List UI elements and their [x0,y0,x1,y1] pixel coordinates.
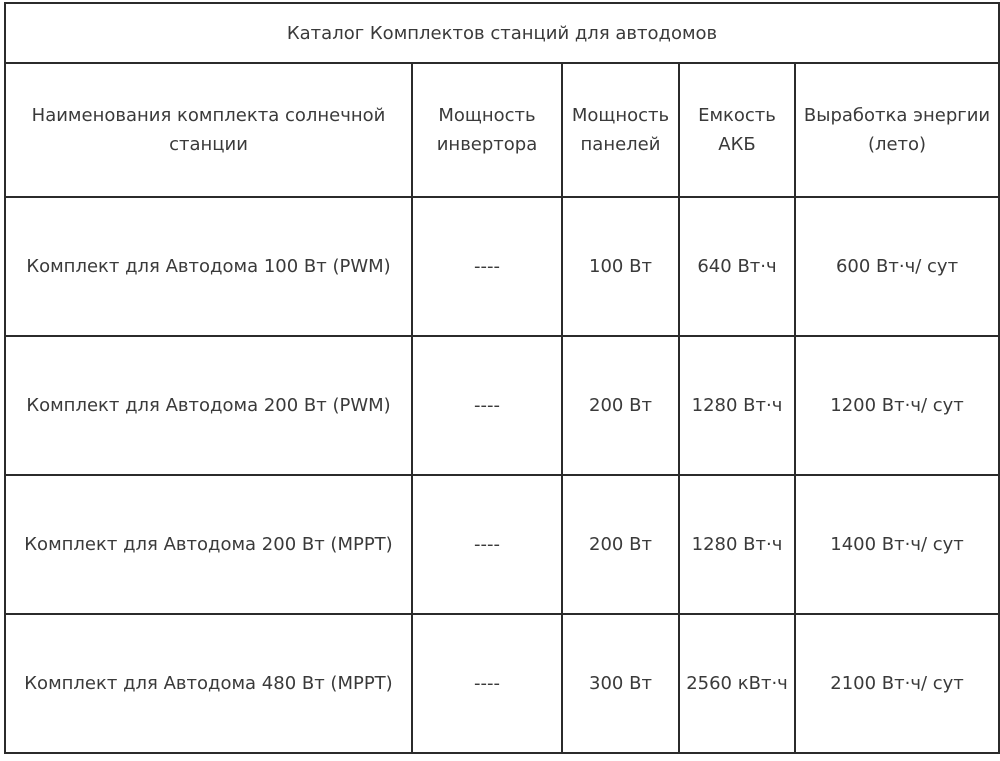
cell-panel-power: 300 Вт [562,614,679,753]
cell-kit-name: Комплект для Автодома 100 Вт (PWM) [5,197,412,336]
catalog-table [4,2,1000,754]
cell-kit-name: Комплект для Автодома 200 Вт (PWM) [5,336,412,475]
cell-battery-capacity: 1280 Вт·ч [679,336,795,475]
header-inverter-power: Мощность инвертора [412,63,562,197]
table-row [5,336,999,475]
cell-energy-generation: 1400 Вт·ч/ сут [795,475,999,614]
table-header-row [5,63,999,197]
table-title: Каталог Комплектов станций для автодомов [5,3,999,63]
header-energy-generation: Выработка энергии (лето) [795,63,999,197]
cell-energy-generation: 600 Вт·ч/ сут [795,197,999,336]
table-row [5,197,999,336]
cell-panel-power: 200 Вт [562,475,679,614]
header-panel-power: Мощность панелей [562,63,679,197]
cell-battery-capacity: 640 Вт·ч [679,197,795,336]
table-row [5,475,999,614]
cell-inverter-power: ---- [412,197,562,336]
cell-inverter-power: ---- [412,614,562,753]
table-row [5,614,999,753]
cell-panel-power: 100 Вт [562,197,679,336]
cell-inverter-power: ---- [412,475,562,614]
cell-panel-power: 200 Вт [562,336,679,475]
table-title-row [5,3,999,63]
cell-kit-name: Комплект для Автодома 200 Вт (MPPT) [5,475,412,614]
cell-battery-capacity: 1280 Вт·ч [679,475,795,614]
cell-battery-capacity: 2560 кВт·ч [679,614,795,753]
cell-kit-name: Комплект для Автодома 480 Вт (MPPT) [5,614,412,753]
cell-inverter-power: ---- [412,336,562,475]
header-battery-capacity: Емкость АКБ [679,63,795,197]
cell-energy-generation: 2100 Вт·ч/ сут [795,614,999,753]
header-kit-name: Наименования комплекта солнечной станции [5,63,412,197]
cell-energy-generation: 1200 Вт·ч/ сут [795,336,999,475]
